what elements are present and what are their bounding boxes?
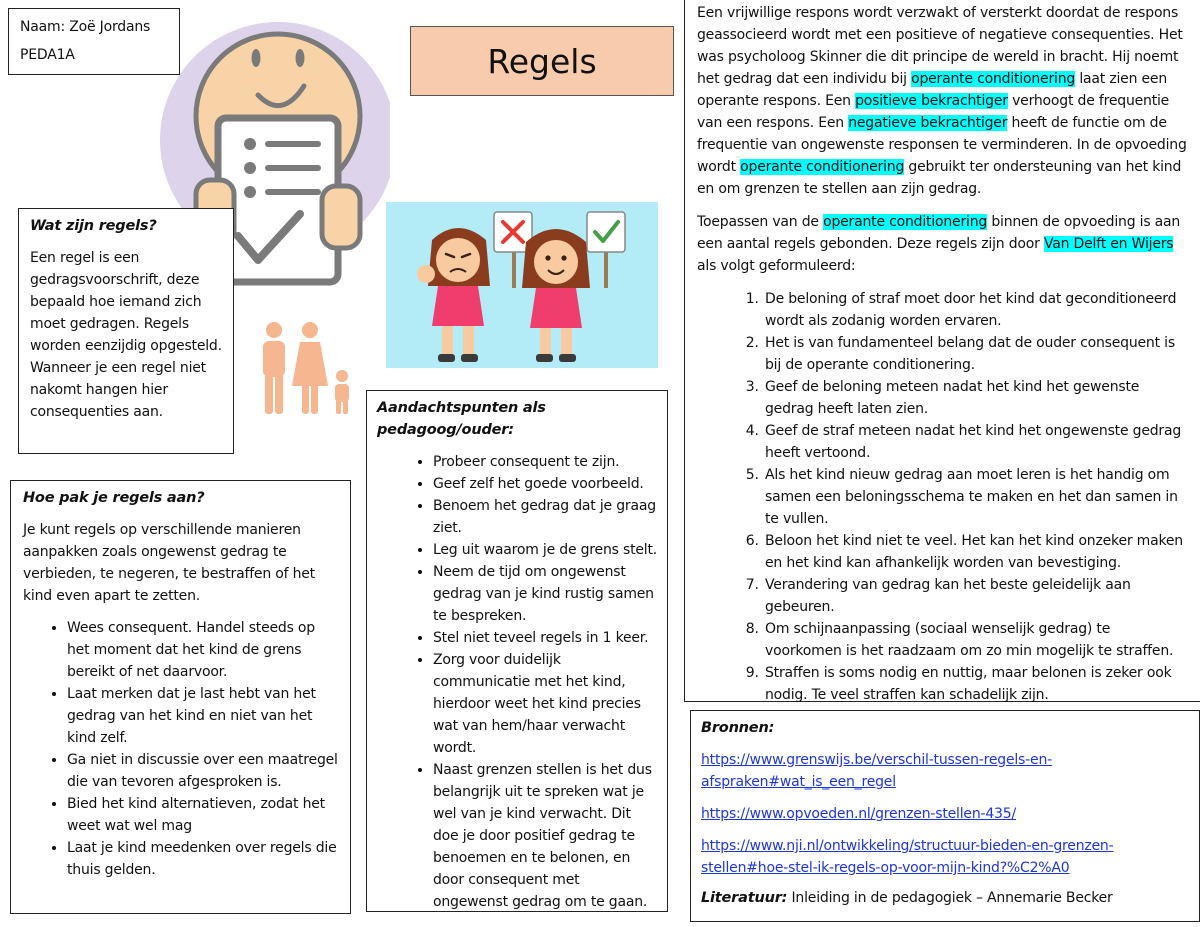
list-item: • Neem de tijd om ongewenst gedrag van je kind rustig samen te bespreken. <box>433 561 657 627</box>
literature-line <box>701 887 1189 909</box>
text-run: Toepassen van de <box>697 214 824 230</box>
literature-text: Inleiding in de pedagogiek – Annemarie Becker <box>787 890 1113 906</box>
highlight-term: operante conditionering <box>740 159 905 175</box>
text-run: laat zien een operante respons. Een <box>697 71 1167 109</box>
hoe-bullet-list <box>23 617 338 881</box>
text-run: gebruikt ter ondersteuning van het kind en om grenzen te stellen aan zijn gedrag. <box>697 159 1182 197</box>
page-title-text: Regels <box>487 41 597 81</box>
list-item: • Ga niet in discussie over een maatregel die van tevoren afgesproken is. <box>67 749 338 793</box>
list-item: 7. Verandering van gedrag kan het beste geleidelijk aan gebeuren. <box>763 574 1191 618</box>
text-run: als volgt geformuleerd: <box>697 258 856 274</box>
wat-zijn-regels-box <box>18 208 234 454</box>
highlight-term: operante conditionering <box>911 71 1076 87</box>
list-item: 9. Straffen is soms nodig en nuttig, maar belonen is zeker ook nodig. Te veel straffen kan schadelijk zijn. <box>763 662 1191 706</box>
name-box <box>8 8 180 75</box>
list-item: • Probeer consequent te zijn. <box>433 451 657 473</box>
family-icon <box>254 320 358 416</box>
text-run: heeft de functie om de frequentie van ongewenste responsen te verminderen. In de opvoeding wordt <box>697 115 1187 175</box>
rules-intro-paragraph <box>697 211 1191 277</box>
list-item: • Wees consequent. Handel steeds op het moment dat het kind de grens bereikt of net daarvoor. <box>67 617 338 683</box>
text-run: verhoogt de frequentie van een respons. Een <box>697 93 1170 131</box>
highlight-term: positieve bekrachtiger <box>855 93 1008 109</box>
list-item: • Laat je kind meedenken over regels die thuis gelden. <box>67 837 338 881</box>
wat-body: Een regel is een gedragsvoorschrift, deze bepaald hoe iemand zich moet gedragen. Regels worden eenzijdig opgesteld. Wanneer je een regel niet nakomt hangen hier consequenties aan. <box>30 250 222 420</box>
source-link-opvoeden[interactable]: https://www.opvoeden.nl/grenzen-stellen-435/ <box>701 806 1016 822</box>
highlight-term: negatieve bekrachtiger <box>848 115 1008 131</box>
list-item: • Stel niet teveel regels in 1 keer. <box>433 627 657 649</box>
highlight-term: operante conditionering <box>823 214 988 230</box>
list-item: • Leg uit waarom je de grens stelt. <box>433 539 657 561</box>
list-item: • Naast grenzen stellen is het dus belangrijk uit te spreken wat je wel van je kind verwacht. Dit doe je door positief gedrag te benoemen en te belonen, en door consequent met ongewenst gedrag om te gaan. <box>433 759 657 913</box>
hoe-heading: Hoe pak je regels aan? <box>23 490 205 506</box>
literature-label: Literatuur: <box>701 890 788 906</box>
list-item: • Benoem het gedrag dat je graag ziet. <box>433 495 657 539</box>
kids-signs-illustration <box>386 202 658 368</box>
bronnen-box <box>690 710 1200 922</box>
list-item: 1. De beloning of straf moet door het kind dat geconditioneerd wordt als zodanig worden ervaren. <box>763 288 1191 332</box>
list-item: 8. Om schijnaanpassing (sociaal wenselijk gedrag) te voorkomen is het raadzaam om zo min mogelijk te straffen. <box>763 618 1191 662</box>
source-link-nji[interactable]: https://www.nji.nl/ontwikkeling/structuur-bieden-en-grenzen-stellen#hoe-stel-ik-regels-op-voor-mijn-kind?%C2%A0 <box>701 838 1114 876</box>
source-link-grenswijs[interactable]: https://www.grenswijs.be/verschil-tussen-regels-en-afspraken#wat_is_een_regel <box>701 752 1052 790</box>
intro-paragraph <box>697 2 1191 200</box>
list-item: • Bied het kind alternatieven, zodat het weet wat wel mag <box>67 793 338 837</box>
eye-left <box>252 49 261 67</box>
list-item: • Geef zelf het goede voorbeeld. <box>433 473 657 495</box>
list-item: 4. Geef de straf meteen nadat het kind het ongewenste gedrag heeft vertoond. <box>763 420 1191 464</box>
aandacht-bullet-list <box>377 451 657 913</box>
eye-right <box>296 49 305 67</box>
wat-heading: Wat zijn regels? <box>30 218 157 234</box>
rules-numbered-list <box>697 288 1191 706</box>
hoe-intro: Je kunt regels op verschillende manieren aanpakken zoals ongewenst gedrag te verbieden, te negeren, te bestraffen of het kind even apart te zetten. <box>23 522 315 604</box>
page-title <box>410 26 674 96</box>
aandacht-heading: Aandachtspunten als pedagoog/ouder: <box>377 400 546 438</box>
hoe-pak-je-box <box>10 480 351 914</box>
bronnen-heading: Bronnen: <box>701 720 775 736</box>
list-item: 2. Het is van fundamenteel belang dat de ouder consequent is bij de operante conditionering. <box>763 332 1191 376</box>
student-class: PEDA1A <box>20 47 75 63</box>
checklist-dots <box>244 138 256 198</box>
student-name: Naam: Zoë Jordans <box>20 19 151 35</box>
text-run: Een vrijwillige respons wordt verzwakt of versterkt doordat de respons geassocieerd wordt met een positieve of negatieve consequenties. Het was psycholoog Skinner die dit principe de wereld in bracht. Hij noemt het gedrag dat een individu bij <box>697 5 1183 87</box>
list-item: 3. Geef de beloning meteen nadat het kind het gewenste gedrag heeft laten zien. <box>763 376 1191 420</box>
text-run: binnen de opvoeding is aan een aantal regels gebonden. Deze regels zijn door <box>697 214 1181 252</box>
list-item: • Zorg voor duidelijk communicatie met het kind, hierdoor weet het kind precies wat van hem/haar verwacht wordt. <box>433 649 657 759</box>
operant-conditioning-box <box>684 0 1200 702</box>
highlight-term: Van Delft en Wijers <box>1043 236 1174 252</box>
list-item: • Laat merken dat je last hebt van het gedrag van het kind en niet van het kind zelf. <box>67 683 338 749</box>
list-item: 6. Beloon het kind niet te veel. Het kan het kind onzeker maken en het kind kan afhankelijk worden van bevestiging. <box>763 530 1191 574</box>
aandachtspunten-box <box>366 390 668 912</box>
list-item: 5. Als het kind nieuw gedrag aan moet leren is het handig om samen een beloningsschema te maken en het dan samen in te vullen. <box>763 464 1191 530</box>
